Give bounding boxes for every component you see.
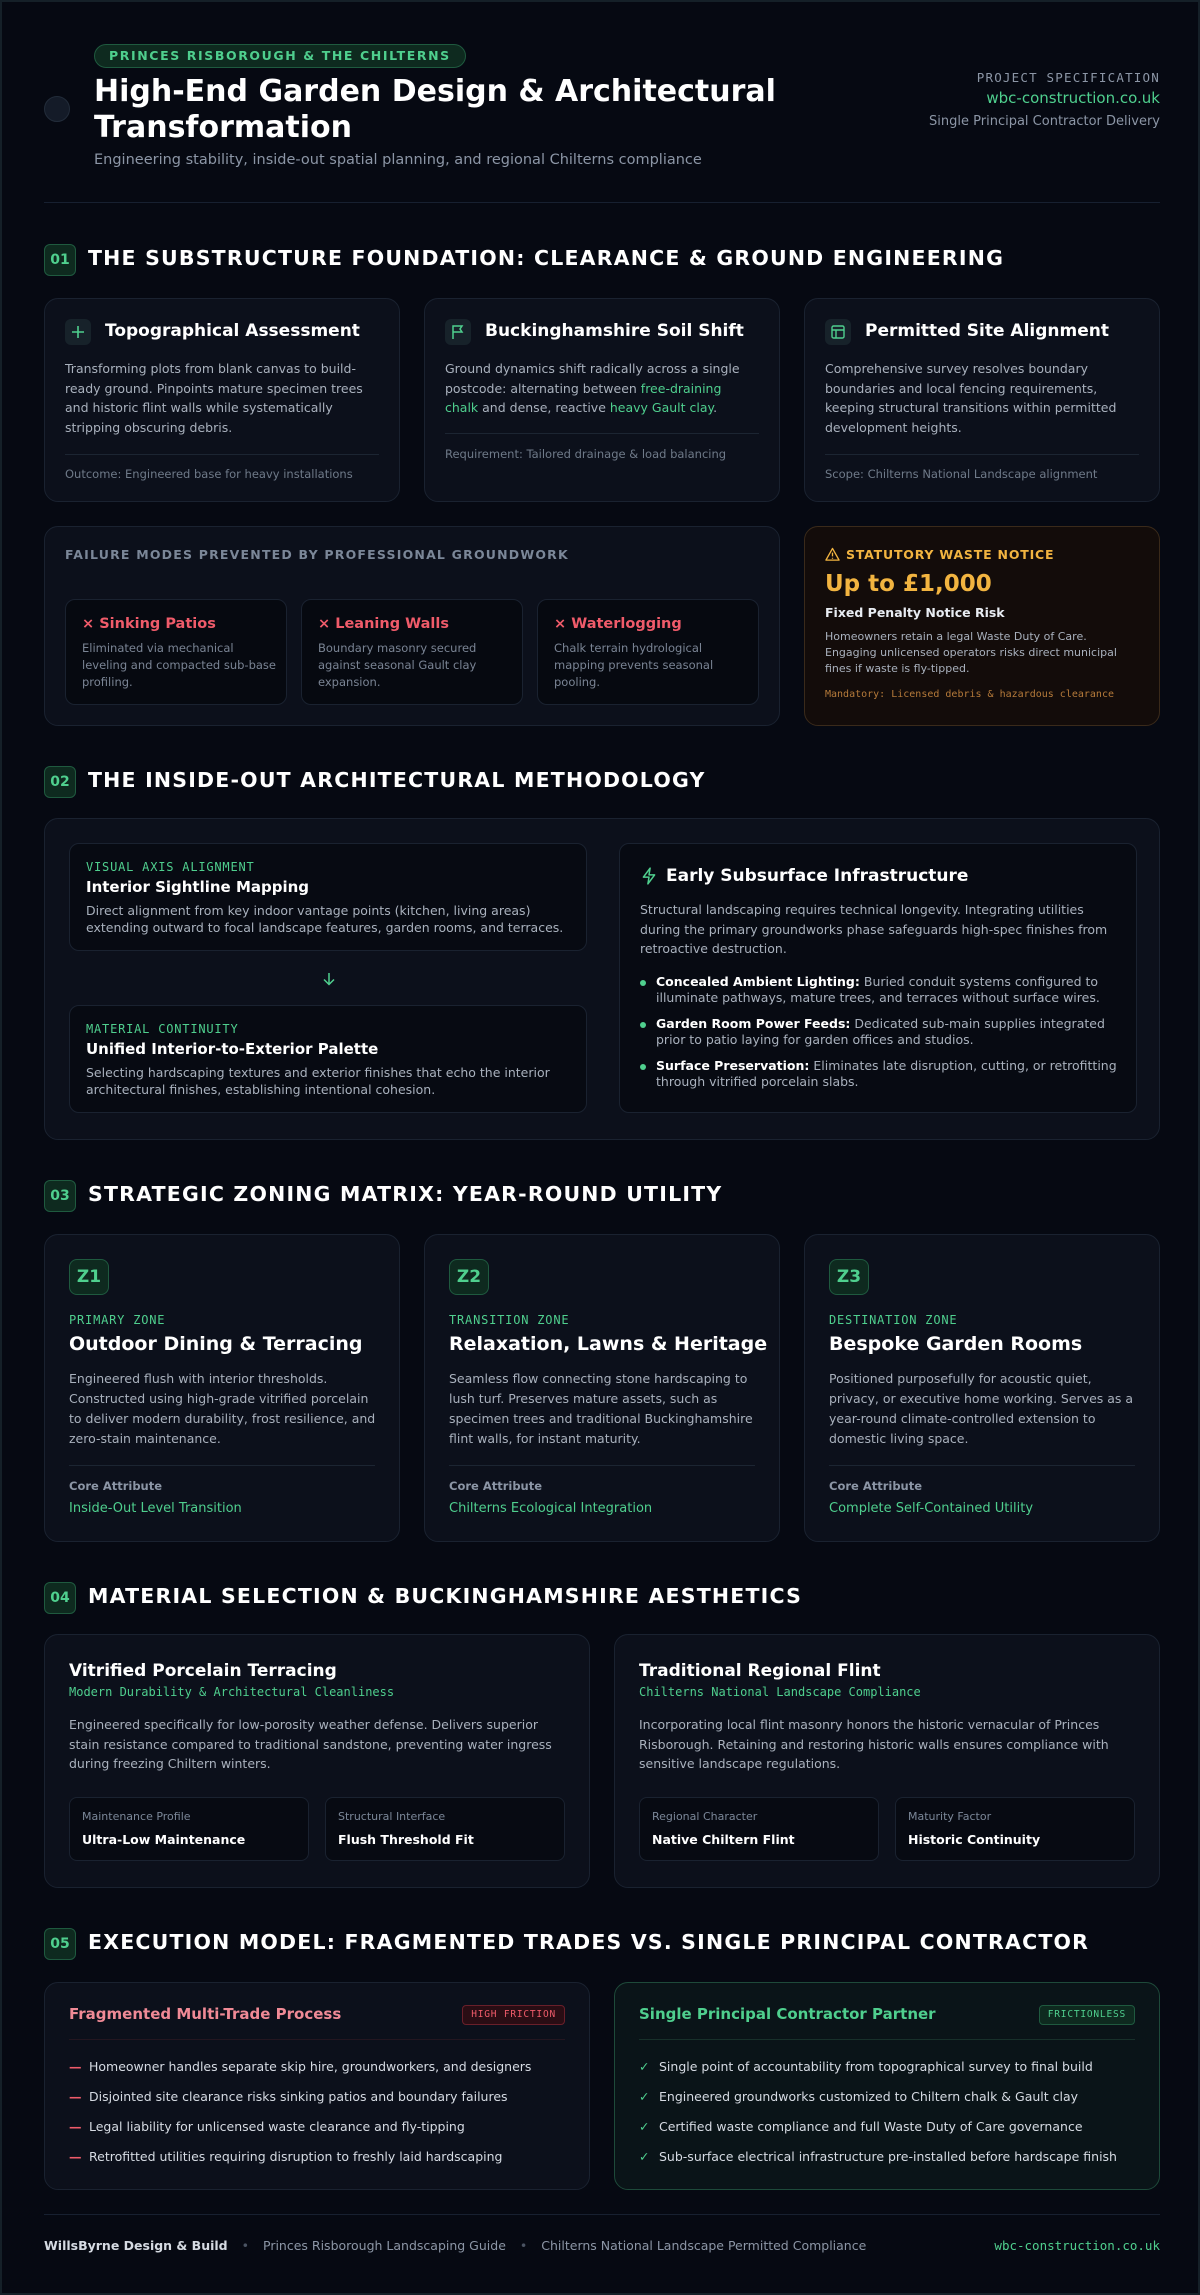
material-body: Engineered specifically for low-porosity weather defense. Delivers superior stain resistance compared to traditional sandstone, preventing water ingress during freezing Chiltern winters. (69, 1717, 552, 1771)
spec-key: Maturity Factor (908, 1810, 992, 1823)
zone-label: PRIMARY ZONE (69, 1313, 166, 1327)
card-body (445, 359, 757, 418)
list-item (69, 2147, 559, 2167)
project-meta (900, 70, 1160, 130)
dash-icon: — (69, 2059, 82, 2074)
section-number: 04 (44, 1582, 76, 1614)
page-title: High-End Garden Design & Architectural Transformation (94, 74, 776, 145)
spec-key: Maintenance Profile (82, 1810, 191, 1823)
lightning-icon (640, 867, 658, 885)
list-item (639, 2147, 1129, 2167)
section-heading: THE INSIDE-OUT ARCHITECTURAL METHODOLOGY (88, 768, 706, 792)
spec-key: Structural Interface (338, 1810, 446, 1823)
list-item-text: Single point of accountability from topographical survey to final build (659, 2059, 1093, 2074)
waste-header (825, 547, 1054, 562)
failure-body: Boundary masonry secured against seasonal Gault clay expansion. (318, 641, 477, 689)
list-item-text: Eliminates late disruption, cutting, or retrofitting through vitrified porcelain slabs. (656, 1058, 1117, 1089)
fine-amount: Up to £1,000 (825, 571, 992, 597)
spec-key: Regional Character (652, 1810, 758, 1823)
footer-guide: Princes Risborough Landscaping Guide (263, 2238, 506, 2253)
page-footer (44, 2238, 1160, 2258)
site-link[interactable]: wbc-construction.co.uk (986, 89, 1160, 107)
card-title: Topographical Assessment (105, 321, 360, 341)
failure-body: Eliminated via mechanical leveling and compacted sub-base profiling. (82, 641, 276, 689)
section-heading: MATERIAL SELECTION & BUCKINGHAMSHIRE AESTHETICS (88, 1584, 803, 1608)
material-subtitle: Modern Durability & Architectural Cleanliness (69, 1685, 395, 1699)
check-icon: ✓ (639, 2119, 650, 2134)
failure-item (537, 599, 759, 705)
status-dot-icon (44, 96, 70, 122)
spec-value: Flush Threshold Fit (338, 1832, 474, 1847)
block-body: Direct alignment from key indoor vantage points (kitchen, living areas) extending outward to focal landscape features, garden rooms, and terraces. (86, 903, 564, 935)
single-contractor-card (614, 1982, 1160, 2190)
list-item (639, 2057, 1129, 2077)
material-card-porcelain (44, 1634, 590, 1888)
card-footer: Scope: Chilterns National Landscape alignment (825, 467, 1098, 481)
zone-badge: Z1 (69, 1259, 109, 1295)
block-label: MATERIAL CONTINUITY (86, 1022, 239, 1036)
section-heading: STRATEGIC ZONING MATRIX: YEAR-ROUND UTILITY (88, 1182, 723, 1206)
zone-label: DESTINATION ZONE (829, 1313, 958, 1327)
section-heading: EXECUTION MODEL: FRAGMENTED TRADES VS. SINGLE PRINCIPAL CONTRACTOR (88, 1930, 1090, 1954)
location-badge: PRINCES RISBOROUGH & THE CHILTERNS (94, 44, 466, 68)
waste-footer: Mandatory: Licensed debris & hazardous clearance (825, 689, 1114, 700)
check-icon: ✓ (639, 2089, 650, 2104)
x-icon: × (554, 616, 567, 632)
section-heading: THE SUBSTRUCTURE FOUNDATION: CLEARANCE & GROUND ENGINEERING (88, 246, 1005, 270)
divider (65, 454, 379, 455)
zone-card-z2 (424, 1234, 780, 1542)
block-body: Selecting hardscaping textures and exterior finishes that echo the interior architectural finishes, establishing intentional cohesion. (86, 1065, 550, 1097)
list-item-text: Dedicated sub-main supplies integrated prior to patio laying for garden offices and studios. (656, 1016, 1105, 1047)
zone-card-z3 (804, 1234, 1160, 1542)
zone-body: Engineered flush with interior thresholds. Constructed using high-grade vitrified porcelain to deliver modern durability, frost resilience, and zero-stain maintenance. (69, 1371, 376, 1446)
sightline-block (69, 843, 587, 951)
attribute-label: Core Attribute (449, 1479, 543, 1493)
failure-title-text: Sinking Patios (99, 616, 216, 632)
dash-icon: — (69, 2119, 82, 2134)
attribute-label: Core Attribute (69, 1479, 163, 1493)
card-title: Fragmented Multi-Trade Process (69, 2005, 342, 2023)
list-item (640, 1016, 1120, 1048)
material-body: Incorporating local flint masonry honors the historic vernacular of Princes Risborough. Retaining and restoring historic walls ensures compliance with sensitive landscape regulations. (639, 1717, 1109, 1771)
infrastructure-list (640, 974, 1120, 1100)
card-topographical-assessment (44, 298, 400, 502)
block-label: VISUAL AXIS ALIGNMENT (86, 860, 255, 874)
spec-box (639, 1797, 879, 1861)
list-item-label: Garden Room Power Feeds: (656, 1016, 851, 1031)
list-item-text: Disjointed site clearance risks sinking patios and boundary failures (89, 2089, 508, 2104)
card-body-text: and dense, reactive (478, 400, 610, 415)
failure-modes-panel (44, 526, 780, 726)
attribute-value: Complete Self-Contained Utility (829, 1501, 1034, 1516)
divider (69, 1465, 375, 1466)
highlight-chalk: free-draining chalk (445, 380, 722, 415)
material-title: Traditional Regional Flint (639, 1661, 881, 1681)
section-number: 02 (44, 766, 76, 798)
failure-title-text: Waterlogging (571, 616, 682, 632)
waste-notice-panel (804, 526, 1160, 726)
x-icon: × (318, 616, 331, 632)
infrastructure-title-text: Early Subsurface Infrastructure (666, 866, 969, 886)
x-icon: × (82, 616, 95, 632)
zone-title: Outdoor Dining & Terracing (69, 1333, 363, 1355)
arrow-down-icon (321, 971, 337, 987)
divider (829, 1465, 1135, 1466)
benefit-list (639, 2057, 1129, 2177)
header-divider (44, 202, 1160, 203)
check-icon: ✓ (639, 2149, 650, 2164)
page-header (44, 44, 1160, 204)
delivery-label: Single Principal Contractor Delivery (929, 114, 1160, 129)
check-icon: ✓ (639, 2059, 650, 2074)
footer-link[interactable]: wbc-construction.co.uk (994, 2238, 1160, 2253)
infrastructure-block (619, 843, 1137, 1113)
list-item-text: Certified waste compliance and full Waste Duty of Care governance (659, 2119, 1083, 2134)
spec-value: Native Chiltern Flint (652, 1832, 795, 1847)
list-item (639, 2087, 1129, 2107)
fine-subtitle: Fixed Penalty Notice Risk (825, 605, 1005, 620)
zone-body: Seamless flow connecting stone hardscaping to lush turf. Preserves mature assets, such as specimen trees and traditional Buckinghamshire flint walls, for instant maturity. (449, 1371, 753, 1446)
frictionless-badge: FRICTIONLESS (1039, 2005, 1135, 2025)
failure-title (82, 616, 216, 632)
list-item-label: Concealed Ambient Lighting: (656, 974, 860, 989)
list-item-text: Homeowner handles separate skip hire, groundworkers, and designers (89, 2059, 532, 2074)
list-item (640, 974, 1120, 1006)
zone-label: TRANSITION ZONE (449, 1313, 570, 1327)
waste-header-text: STATUTORY WASTE NOTICE (846, 547, 1055, 562)
footer-divider (44, 2214, 1160, 2215)
card-body: Transforming plots from blank canvas to build-ready ground. Pinpoints mature specimen trees and historic flint walls while systematically stripping obscuring debris. (65, 361, 363, 435)
issue-list (69, 2057, 559, 2177)
section-number: 01 (44, 244, 76, 276)
methodology-panel (44, 818, 1160, 1140)
bullet-separator: • (519, 2238, 528, 2253)
zone-title: Bespoke Garden Rooms (829, 1333, 1083, 1355)
attribute-label: Core Attribute (829, 1479, 923, 1493)
plus-icon (65, 319, 91, 345)
material-subtitle: Chilterns National Landscape Compliance (639, 1685, 921, 1699)
zone-body: Positioned purposefully for acoustic quiet, privacy, or executive home working. Serves as a year-round climate-controlled extension to domestic living space. (829, 1371, 1134, 1446)
spec-label: PROJECT SPECIFICATION (976, 70, 1160, 85)
attribute-value: Inside-Out Level Transition (69, 1501, 242, 1516)
infrastructure-body: Structural landscaping requires technical longevity. Integrating utilities during the primary groundworks phase safeguards high-spec finishes from retroactive destruction. (640, 902, 1108, 956)
zone-badge: Z2 (449, 1259, 489, 1295)
list-item-label: Surface Preservation: (656, 1058, 810, 1073)
palette-block (69, 1005, 587, 1113)
list-item (640, 1058, 1120, 1090)
failure-item (65, 599, 287, 705)
infrastructure-title (640, 866, 968, 886)
flag-icon (445, 319, 471, 345)
attribute-value: Chilterns Ecological Integration (449, 1501, 653, 1516)
divider (449, 1465, 755, 1466)
failure-title (318, 616, 449, 632)
divider (639, 2039, 1135, 2040)
card-body: Comprehensive survey resolves boundary boundaries and local fencing requirements, keeping structural transitions within permitted development heights. (825, 361, 1117, 435)
panel-title: FAILURE MODES PREVENTED BY PROFESSIONAL GROUNDWORK (65, 547, 569, 562)
dash-icon: — (69, 2149, 82, 2164)
section-number: 03 (44, 1180, 76, 1212)
spec-value: Ultra-Low Maintenance (82, 1832, 246, 1847)
highlight-clay: heavy Gault clay (609, 400, 714, 415)
card-footer: Requirement: Tailored drainage & load balancing (445, 447, 727, 461)
card-footer: Outcome: Engineered base for heavy installations (65, 467, 353, 481)
material-title: Vitrified Porcelain Terracing (69, 1661, 337, 1681)
failure-body: Chalk terrain hydrological mapping prevents seasonal pooling. (554, 641, 714, 689)
spec-value: Historic Continuity (908, 1832, 1041, 1847)
divider (825, 454, 1139, 455)
bullet-separator: • (241, 2238, 249, 2253)
block-title: Interior Sightline Mapping (86, 878, 310, 896)
card-title: Buckinghamshire Soil Shift (485, 321, 744, 341)
friction-badge: HIGH FRICTION (462, 2005, 565, 2025)
footer-compliance: Chilterns National Landscape Permitted Compliance (541, 2238, 867, 2253)
page-subtitle: Engineering stability, inside-out spatial planning, and regional Chilterns compliance (94, 152, 702, 168)
fragmented-process-card (44, 1982, 590, 2190)
dash-icon: — (69, 2089, 82, 2104)
card-soil-shift (424, 298, 780, 502)
list-item-text: Sub-surface electrical infrastructure pre-installed before hardscape finish (659, 2149, 1117, 2164)
waste-body: Homeowners retain a legal Waste Duty of Care. Engaging unlicensed operators risks direct municipal fines if waste is fly-tipped. (825, 630, 1117, 675)
failure-title (554, 616, 682, 632)
card-body-text: . (713, 400, 718, 415)
divider (69, 2039, 565, 2040)
list-item-text: Buried conduit systems configured to illuminate pathways, mature trees, and terraces without surface wires. (656, 974, 1100, 1005)
warning-icon (825, 547, 840, 562)
zone-card-z1 (44, 1234, 400, 1542)
list-item (69, 2057, 559, 2077)
card-body-text: Ground dynamics shift radically across a single postcode: alternating between (445, 361, 740, 396)
spec-box (69, 1797, 309, 1861)
zone-badge: Z3 (829, 1259, 869, 1295)
list-item (639, 2117, 1129, 2137)
failure-item (301, 599, 523, 705)
card-title: Single Principal Contractor Partner (639, 2005, 936, 2023)
card-title: Permitted Site Alignment (865, 321, 1109, 341)
list-item-text: Legal liability for unlicensed waste clearance and fly-tipping (89, 2119, 465, 2134)
failure-title-text: Leaning Walls (335, 616, 449, 632)
footer-brand: WillsByrne Design & Build (44, 2238, 228, 2253)
block-title: Unified Interior-to-Exterior Palette (86, 1040, 379, 1058)
material-card-flint (614, 1634, 1160, 1888)
spec-box (325, 1797, 565, 1861)
list-item (69, 2087, 559, 2107)
zone-title: Relaxation, Lawns & Heritage (449, 1333, 768, 1355)
list-item (69, 2117, 559, 2137)
card-site-alignment (804, 298, 1160, 502)
section-number: 05 (44, 1928, 76, 1960)
spec-box (895, 1797, 1135, 1861)
list-item-text: Retrofitted utilities requiring disruption to freshly laid hardscaping (89, 2149, 503, 2164)
divider (445, 433, 759, 434)
layout-icon (825, 319, 851, 345)
list-item-text: Engineered groundworks customized to Chiltern chalk & Gault clay (659, 2089, 1079, 2104)
